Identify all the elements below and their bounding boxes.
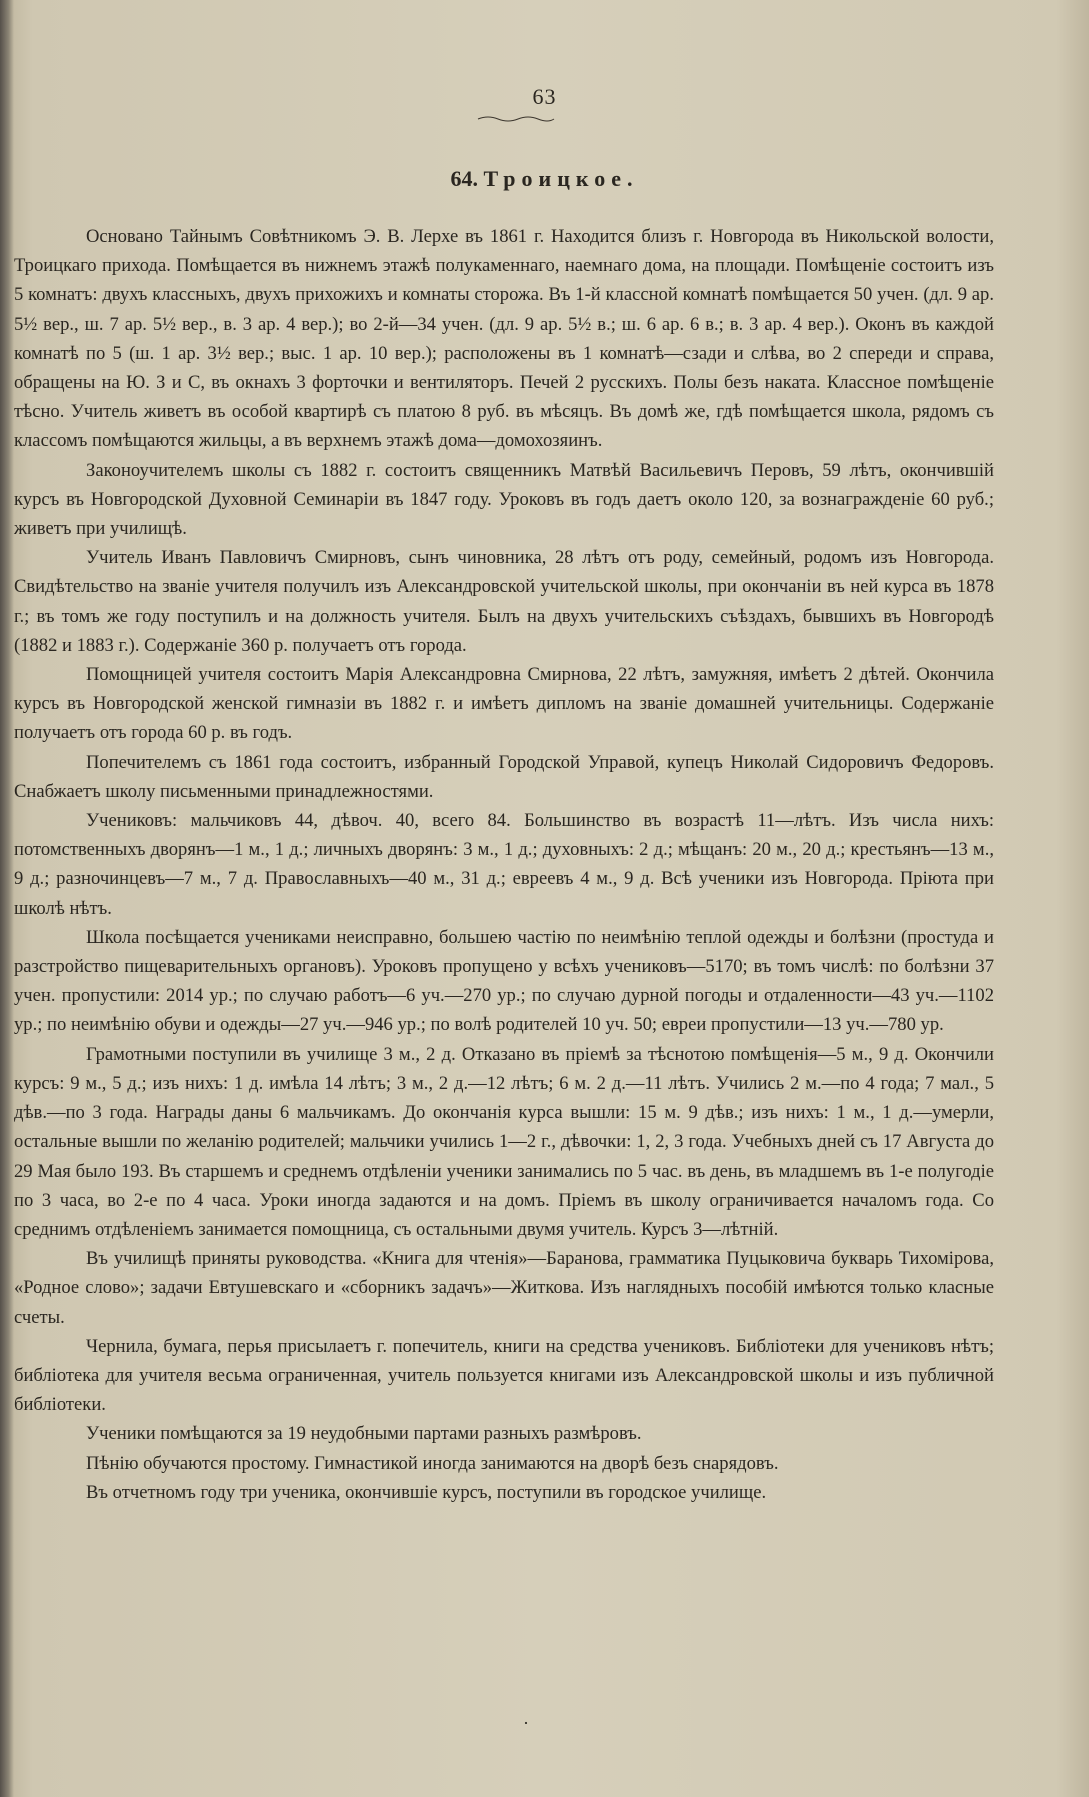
paragraph-desks: Ученики помѣщаются за 19 неудобными партами разныхъ размѣровъ. [86,1423,642,1445]
paragraph-assistant: Помощницей учителя состоитъ Марія Александровна Смирнова, 22 лѣтъ, замужняя, имѣетъ 2 дѣтей. Окончила курсъ въ Новгородской женской гимназіи въ 1882 г. и имѣетъ дипломъ на званіе домашней учительницы. Содержаніе получаетъ отъ города 60 р. въ годъ. [14,664,994,744]
paragraph-religion-teacher: Законоучителемъ школы съ 1882 г. состоитъ священникъ Матвѣй Васильевичъ Перовъ, 59 лѣтъ, окончившій курсъ въ Новгородской Духовной Семинаріи въ 1847 году. Уроковъ въ годъ даетъ около 120, за вознагражденіе 60 руб.; живетъ при училищѣ. [14,459,994,540]
section-number: 64. [450,166,478,191]
page-number: 63 [532,84,557,109]
paragraph-singing: Пѣнію обучаются простому. Гимнастикой иногда занимаются на дворѣ безъ снарядовъ. [86,1452,779,1474]
paragraph-textbooks: Въ училищѣ приняты руководства. «Книга для чтенія»—Баранова, грамматика Пуцыковича букварь Тихомірова, «Родное слово»; задачи Евтушевскаго и «сборникъ задачъ»—Житкова. Изъ наглядныхъ пособій имѣются только класные счеты. [14,1248,994,1328]
ink-dot: · [523,1713,529,1733]
section-heading [0,166,1089,192]
paragraph-graduates: Въ отчетномъ году три ученика, окончившіе курсъ, поступили въ городское училище. [86,1481,767,1503]
paragraph-attendance: Школа посѣщается учениками неисправно, большею частію по неимѣнію теплой одежды и болѣзни (простуда и разстройство пищеварительныхъ органовъ). Уроковъ пропущено у всѣхъ учениковъ—5170; въ томъ числѣ: по болѣзни 37 учен. пропустили: 2014 ур.; по случаю работъ—6 уч.—270 ур.; по случаю дурной погоды и отдаленности—43 уч.—1102 ур.; по неимѣнію обуви и одежды—27 уч.—946 ур.; по волѣ родителей 10 уч. 50; евреи пропустили—13 уч.—780 ур. [14,926,994,1036]
paragraph-admission: Грамотными поступили въ училище 3 м., 2 д. Отказано въ пріемѣ за тѣснотою помѣщенія—5 м., 9 д. Окончили курсъ: 9 м., 5 д.; изъ нихъ: 1 д. имѣла 14 лѣтъ; 3 м., 2 д.—12 лѣтъ; 6 м. 2 д.—11 лѣтъ. Учились 2 м.—по 4 года; 7 мал., 5 дѣв.—по 3 года. Награды даны 6 мальчикамъ. До окончанія курса вышли: 15 м. 9 дѣв.; изъ нихъ: 1 м., 1 д.—умерли, остальные вышли по желанію родителей; мальчики учились 1—2 г., дѣвочки: 1, 2, 3 года. Учебныхъ дней съ 17 Августа до 29 Мая было 193. Въ старшемъ и среднемъ отдѣленіи ученики занимались по 5 час. въ день, въ младшемъ въ 1-е полугодіе по 3 часа, во 2-е по 4 часа. Уроки иногда задаются и на домъ. Пріемъ въ школу ограничивается началомъ года. Со среднимъ отдѣленіемъ занимается помощница, съ остальными двумя учитель. Курсъ 3—лѣтній. [14,1043,994,1240]
ornament-divider [476,114,556,124]
paragraph-trustee: Попечителемъ съ 1861 года состоитъ, избранный Городской Управой, купецъ Николай Сидоровичъ Федоровъ. Снабжаетъ школу письменными принадлежностями. [14,751,994,802]
paragraph-students: Учениковъ: мальчиковъ 44, дѣвоч. 40, всего 84. Большинство въ возрастѣ 11—лѣтъ. Изъ числа нихъ: потомственныхъ дворянъ—1 м., 1 д.; личныхъ дворянъ: 3 м., 1 д.; духовныхъ: 2 д.; мѣщанъ: 20 м., 20 д.; крестьянъ—13 м., 9 д.; разночинцевъ—7 м., 7 д. Православныхъ—40 м., 31 д.; евреевъ 4 м., 9 д. Всѣ ученики изъ Новгорода. Пріюта при школѣ нѣтъ. [14,810,994,919]
paragraph-founding: Основано Тайнымъ Совѣтникомъ Э. В. Лерхе въ 1861 г. Находится близъ г. Новгорода въ Никольской волости, Троицкаго прихода. Помѣщается въ нижнемъ этажѣ полукаменнаго, наемнаго дома, на площади. Помѣщеніе состоитъ изъ 5 комнатъ: двухъ классныхъ, двухъ прихожихъ и комнаты сторожа. Въ 1-й классной комнатѣ помѣщается 50 учен. (дл. 9 ар. 5½ вер., ш. 7 ар. 5½ вер., в. 3 ар. 4 вер.); во 2-й—34 учен. (дл. 9 ар. 5½ в.; ш. 6 ар. 6 в.; в. 3 ар. 4 вер.). Оконъ въ каждой комнатѣ по 5 (ш. 1 ар. 3½ вер.; выс. 1 ар. 10 вер.); расположены въ 1 комнатѣ—сзади и слѣва, во 2 спереди и справа, обращены на Ю. З и С, въ окнахъ 3 форточки и вентиляторъ. Печей 2 русскихъ. Полы безъ наката. Классное помѣщеніе тѣсно. Учитель живетъ въ особой квартирѣ съ платою 8 руб. въ мѣсяцъ. Въ домѣ же, гдѣ помѣщается школа, рядомъ съ классомъ помѣщаются жильцы, а въ верхнемъ этажѣ дома—домохозяинъ. [14,226,994,452]
paragraph-supplies: Чернила, бумага, перья присылаетъ г. попечитель, книги на средства учениковъ. Библіотеки для учениковъ нѣтъ; библіотека для учителя весьма ограниченная, учитель пользуется книгами изъ Александровской школы и изъ публичной библіотеки. [14,1335,994,1416]
book-spine-shadow [0,0,14,1797]
section-title: Троицкое. [483,166,639,191]
document-body [14,222,994,1507]
paragraph-teacher: Учитель Иванъ Павловичъ Смирновъ, сынъ чиновника, 28 лѣтъ отъ роду, семейный, родомъ изъ Новгорода. Свидѣтельство на званіе учителя получилъ изъ Александровской учительской школы, при окончаніи въ ней курса въ 1878 г.; въ томъ же году поступилъ и на должность учителя. Былъ на двухъ учительскихъ съѣздахъ, бывшихъ въ Новгородѣ (1882 и 1883 г.). Содержаніе 360 р. получаетъ отъ города. [14,547,994,656]
